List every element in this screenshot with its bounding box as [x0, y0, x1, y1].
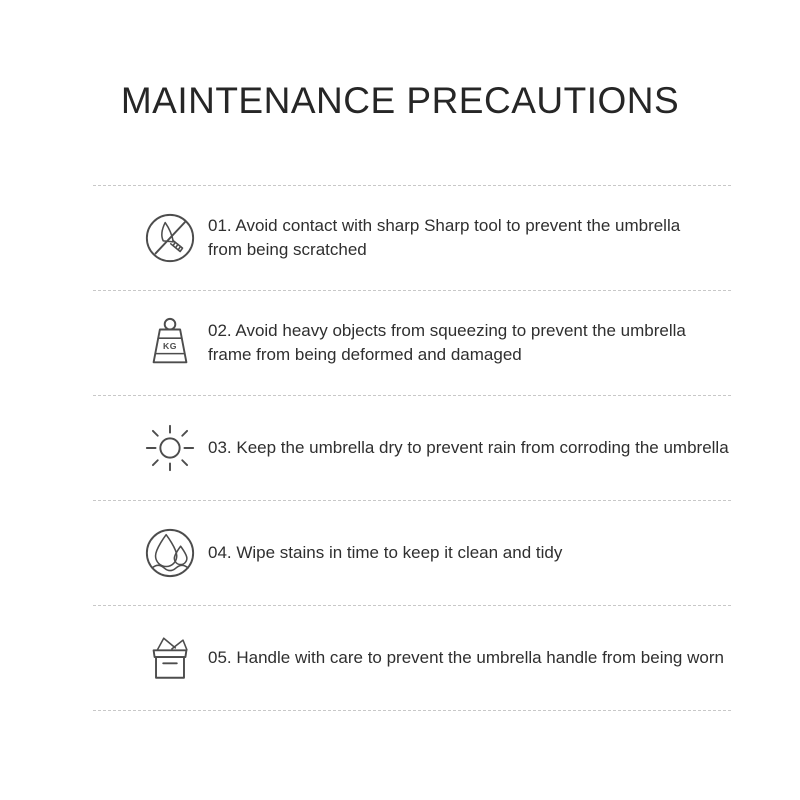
heavy-weight-kg-icon — [143, 316, 197, 370]
precaution-line: 02. Avoid heavy objects from squeezing to prevent the umbrella — [208, 321, 686, 340]
precaution-item-5 — [93, 606, 731, 710]
precaution-item-3 — [93, 396, 731, 500]
precaution-line: 05. Handle with care to prevent the umbrella handle from being worn — [208, 648, 724, 667]
sun-keep-dry-icon — [143, 421, 197, 475]
precaution-line: 03. Keep the umbrella dry to prevent rain from corroding the umbrella — [208, 438, 729, 457]
no-sharp-tools-icon — [143, 211, 197, 265]
precautions-list — [93, 185, 731, 711]
precaution-text — [208, 436, 729, 460]
water-drops-icon — [143, 526, 197, 580]
precaution-line: 01. Avoid contact with sharp Sharp tool to prevent the umbrella — [208, 216, 681, 235]
no-sharp-tools-icon — [143, 211, 197, 265]
dashed-divider — [93, 710, 731, 711]
water-drops-icon — [143, 526, 197, 580]
precaution-item-2 — [93, 291, 731, 395]
precaution-item-4 — [93, 501, 731, 605]
heavy-weight-kg-icon — [143, 316, 197, 370]
open-box-icon — [143, 631, 197, 685]
svg-text:KG: KG — [163, 340, 177, 351]
precaution-line: from being scratched — [208, 240, 367, 259]
precaution-text — [208, 214, 680, 262]
sun-keep-dry-icon — [143, 421, 197, 475]
page-title: MAINTENANCE PRECAUTIONS — [120, 80, 680, 121]
precaution-item-1 — [93, 186, 731, 290]
precaution-text — [208, 319, 686, 367]
precaution-line: frame from being deformed and damaged — [208, 345, 522, 364]
precaution-line: 04. Wipe stains in time to keep it clean and tidy — [208, 543, 563, 562]
open-box-icon — [143, 631, 197, 685]
precaution-text — [208, 646, 724, 670]
precaution-text — [208, 541, 562, 565]
